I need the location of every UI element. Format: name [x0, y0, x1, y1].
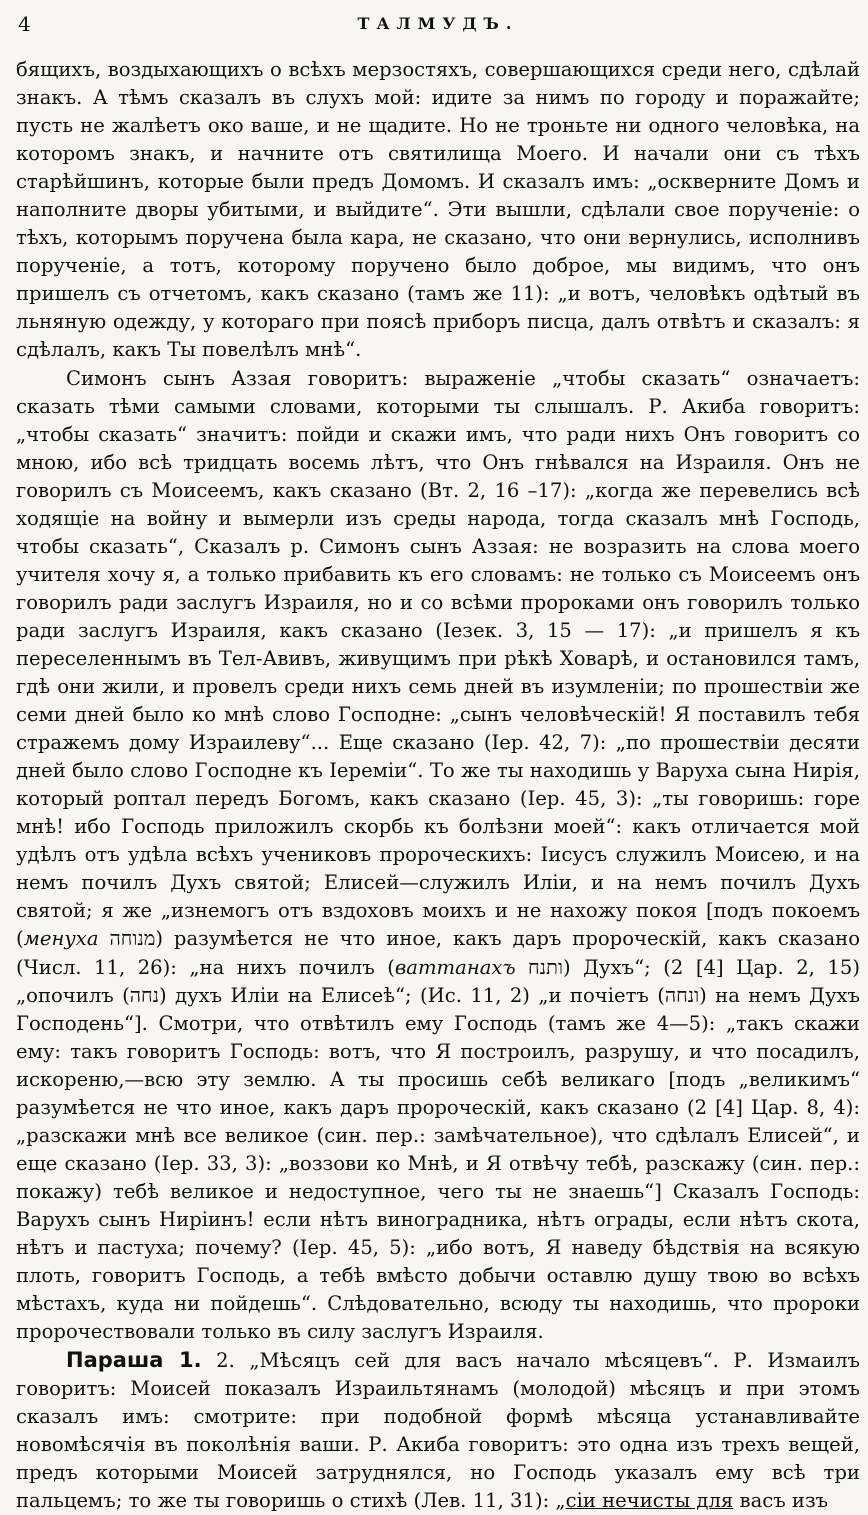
parasha-paragraph: [16, 1346, 860, 1515]
text-run: васъ изъ: [733, 1489, 829, 1513]
text-run: מנוחה) разумѣется не что иное, какъ даръ пророческій, какъ сказано (Числ. 11, 26): „на нихъ почилъ (: [16, 927, 860, 979]
text-paragraph: [16, 365, 860, 1347]
text-run: Симонъ сынъ Аззая говоритъ: выраженіе „чтобы сказать“ означаетъ: сказать тѣми самыми словами, которыми ты слышалъ. Р. Акиба говоритъ: „чтобы сказать“ значитъ: пойди и скажи имъ, что ради нихъ Онъ говоритъ со мною, ибо всѣ тридцать восемь лѣтъ, что Онъ гнѣвался на Израиля. Онъ не говорилъ съ Моисеемъ, какъ сказано (Вт. 2, 16 –17): „когда же перевелись всѣ ходящіе на войну и вымерли изъ среды народа, тогда сказалъ мнѣ Господь, чтобы сказать“, Сказалъ р. Симонъ сынъ Аззая: не возразить на слова моего учителя хочу я, а только прибавить къ его словамъ: не только съ Моисеемъ онъ говорилъ ради заслугъ Израиля, но и со всѣми пророками онъ говорилъ только ради заслугъ Израиля, какъ сказано (Іезек. 3, 15 — 17): „и пришелъ я къ переселеннымъ въ Тел-Авивъ, живущимъ при рѣкѣ Ховарѣ, и остановился тамъ, гдѣ они жили, и провелъ среди нихъ семь дней въ изумленіи; по прошествіи же семи дней было ко мнѣ слово Господне: „сынъ человѣческій! Я поставилъ тебя стражемъ дому Израилеву“... Еще сказано (Іер. 42, 7): „по прошествіи десяти дней было слово Господне къ Іереміи“. То же ты находишь у Варуха сына Нирія, который роптал передъ Богомъ, какъ сказано (Іер. 45, 3): „ты говоришь: горе мнѣ! ибо Господь приложилъ скорбь къ болѣзни моей“: какъ отличается мой удѣлъ отъ удѣла всѣхъ учениковъ пророческихъ: Іисусъ служилъ Моисею, и на немъ почилъ Духъ святой; Елисей—служилъ Иліи, и на немъ почилъ Духъ святой; я же „изнемогъ отъ вздоховъ моихъ и не нахожу покоя [подъ покоемъ (: [16, 366, 860, 951]
text-paragraph: [16, 56, 860, 365]
text-run: 2. „Мѣсяцъ сей для васъ начало мѣсяцевъ“. Р. Измаилъ говоритъ: Моисей показалъ Израильтянамъ (молодой) мѣсяцъ и при этомъ сказалъ имъ: смотрите: при подобной формѣ мѣсяца устанавливайте новомѣсячія въ поколѣнія ваши. Р. Акиба говоритъ: это одна изъ трехъ вещей, предъ которыми Моисей затруднялся, но Господь указалъ ему всѣ три пальцемъ; то же ты говоришь о стихѣ (Лев. 11, 31): „: [16, 1349, 860, 1513]
italic-term: менуха: [23, 927, 99, 951]
running-header: [16, 0, 860, 56]
italic-term: ваттанахъ: [394, 955, 516, 979]
text-run: ותנח) Духъ“; (2 [4] Цар. 2, 15) „опочилъ (נחה) духъ Иліи на Елисеѣ“; (Ис. 11, 2) „и почіетъ (ונחה) на немъ Духъ Господень“]. Смотри, что отвѣтилъ ему Господь (тамъ же 4—5): „такъ скажи ему: такъ говоритъ Господь: вотъ, что Я построилъ, разрушу, и что посадилъ, искореню,—всю эту землю. А ты просишь себѣ великаго [подъ „великимъ“ разумѣется не что иное, какъ даръ пророческій, какъ сказано (2 [4] Цар. 8, 4): „разскажи мнѣ все великое (син. пер.: замѣчательное), что сдѣлалъ Елисей“, и еще сказано (Іер. 33, 3): „воззови ко Мнѣ, и Я отвѣчу тебѣ, разскажу (син. пер.: покажу) тебѣ великое и недоступное, чего ты не знаешь“] Сказалъ Господь: Варухъ сынъ Ниріинъ! если нѣтъ виноградника, нѣтъ ограды, если нѣтъ скота, нѣтъ и пастуха; почему? (Іер. 45, 5): „ибо вотъ, Я наведу бѣдствія на всякую плоть, говоритъ Господь, а тебѣ вмѣсто добычи оставлю душу твою во всѣхъ мѣстахъ, куда ни пойдешь“. Слѣдовательно, всюду ты находишь, что пророки пророчествовали только въ силу заслугъ Израиля.: [16, 955, 860, 1344]
underlined-text: сіи нечисты для: [565, 1489, 734, 1513]
body-text: [16, 56, 860, 1515]
running-title: ТАЛМУДЪ.: [357, 14, 519, 33]
page-number: 4: [18, 12, 31, 36]
parasha-heading: Параша 1.: [66, 1348, 202, 1373]
text-run: бящихъ, воздыхающихъ о всѣхъ мерзостяхъ, совершающихся среди него, сдѣлай знакъ. А тѣмъ сказалъ въ слухъ мой: идите за нимъ по городу и поражайте; пусть не жалѣетъ око ваше, и не щадите. Но не троньте ни одного человѣка, на которомъ знакъ, и начните отъ святилища Моего. И начали они съ тѣхъ старѣйшинъ, которые были предъ Домомъ. И сказалъ имъ: „оскверните Домъ и наполните дворы убитыми, и выйдите“. Эти вышли, сдѣлали свое порученіе: о тѣхъ, которымъ поручена была кара, не сказано, что они вернулись, исполнивъ порученіе, а тотъ, которому поручено было доброе, мы видимъ, что онъ пришелъ съ отчетомъ, какъ сказано (тамъ же 11): „и вотъ, человѣкъ одѣтый въ льняную одежду, у котораго при поясѣ приборъ писца, далъ отвѣтъ и сказалъ: я сдѣлалъ, какъ Ты повелѣлъ мнѣ“.: [16, 58, 860, 362]
